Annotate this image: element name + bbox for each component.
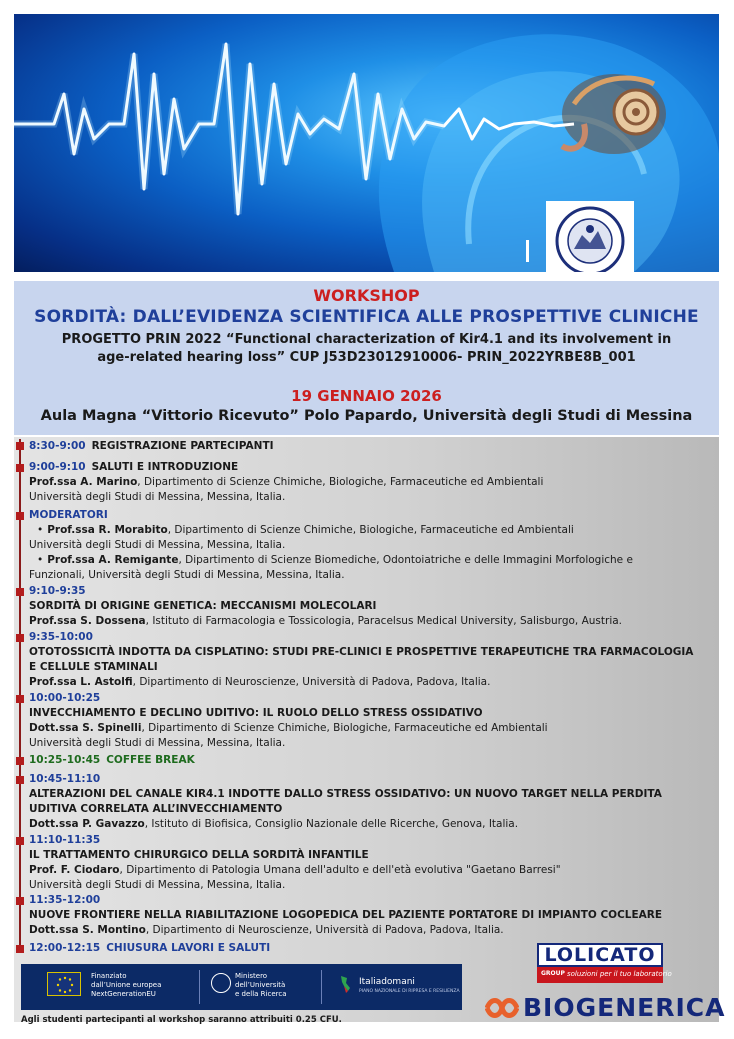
- item-speaker: Prof.ssa L. Astolfi: [29, 676, 133, 688]
- ministry-line: Ministero: [235, 972, 268, 980]
- ministry-line: e della Ricerca: [235, 990, 287, 998]
- item-affiliation: , Dipartimento di Neuroscienze, Università di Padova, Padova, Italia.: [132, 676, 491, 688]
- item-speaker: Dott.ssa S. Spinelli: [29, 722, 142, 734]
- ministry-text: [235, 972, 287, 999]
- timeline-marker: [16, 634, 24, 642]
- timeline-marker: [16, 512, 24, 520]
- item-speaker: Dott.ssa P. Gavazzo: [29, 818, 145, 830]
- italy-map-icon: [335, 974, 355, 994]
- program-item-talk: [29, 833, 709, 893]
- timeline-marker: [16, 776, 24, 784]
- item-affiliation: , Dipartimento di Scienze Chimiche, Biologiche, Farmaceutiche ed Ambientali: [141, 722, 548, 734]
- moderator-affiliation: , Dipartimento di Scienze Chimiche, Biologiche, Farmaceutiche ed Ambientali: [167, 524, 574, 536]
- item-speaker: Dott.ssa S. Montino: [29, 924, 146, 936]
- item-time: 11:10-11:35: [29, 834, 101, 846]
- talk-title: E CELLULE STAMINALI: [29, 661, 158, 673]
- item-time: 10:25-10:45: [29, 754, 101, 766]
- item-time: 9:35-10:00: [29, 631, 93, 643]
- program-item-talk: [29, 893, 709, 938]
- timeline-marker: [16, 945, 24, 953]
- item-time: 8:30-9:00: [29, 440, 86, 452]
- eu-line: Finanziato: [91, 972, 127, 980]
- item-speaker: Prof. F. Ciodaro: [29, 864, 120, 876]
- talk-title: OTOTOSSICITÀ INDOTTA DA CISPLATINO: STUDI PRE-CLINICI E PROSPETTIVE TERAPEUTICHE TRA FARMACOLOGIA: [29, 646, 694, 658]
- program-item-talk: [29, 584, 709, 629]
- item-affiliation: Università degli Studi di Messina, Messina, Italia.: [29, 491, 286, 503]
- moderator-name: Prof.ssa A. Remigante: [47, 554, 179, 566]
- lolicato-logo: [537, 943, 672, 987]
- item-affiliation: Università degli Studi di Messina, Messina, Italia.: [29, 879, 286, 891]
- moderator-affiliation: Università degli Studi di Messina, Messina, Italia.: [29, 539, 286, 551]
- program-item-coffee-break: [29, 753, 709, 768]
- item-time: 10:00-10:25: [29, 692, 101, 704]
- program-item-talk: [29, 630, 709, 690]
- item-affiliation: , Dipartimento di Scienze Chimiche, Biologiche, Farmaceutiche ed Ambientali: [137, 476, 544, 488]
- university-seal-icon: [550, 205, 630, 272]
- event-date: 19 GENNAIO 2026: [291, 387, 442, 405]
- item-label: COFFEE BREAK: [106, 754, 195, 766]
- lolicato-tagline: soluzioni per il tuo laboratorio: [567, 970, 672, 978]
- eu-line: NextGenerationEU: [91, 990, 156, 998]
- project-line: age-related hearing loss” CUP J53D23012910006- PRIN_2022YRBE8B_001: [97, 350, 636, 365]
- biogenerica-name: BIOGENERICA: [523, 993, 726, 1022]
- biogenerica-logo: [485, 993, 726, 1024]
- timeline-marker: [16, 757, 24, 765]
- workshop-label: WORKSHOP: [313, 286, 420, 305]
- timeline-marker: [16, 837, 24, 845]
- eu-stars-icon: [48, 973, 82, 997]
- bullet-icon: •: [37, 524, 44, 536]
- talk-title: INVECCHIAMENTO E DECLINO UDITIVO: IL RUOLO DELLO STRESS OSSIDATIVO: [29, 707, 483, 719]
- item-affiliation: Università degli Studi di Messina, Messina, Italia.: [29, 737, 286, 749]
- moderator-affiliation: , Dipartimento di Scienze Biomediche, Odontoiatriche e delle Immagini Morfologiche e: [178, 554, 633, 566]
- item-affiliation: , Istituto di Biofisica, Consiglio Nazionale delle Ricerche, Genova, Italia.: [144, 818, 519, 830]
- funding-strip: [21, 964, 462, 1010]
- eu-funding-text: [91, 972, 161, 999]
- eu-line: dall’Unione europea: [91, 981, 162, 989]
- timeline-marker: [16, 442, 24, 450]
- item-affiliation: , Dipartimento di Patologia Umana dell'adulto e dell'età evolutiva "Gaetano Barresi": [119, 864, 561, 876]
- program-section: [14, 437, 719, 1022]
- moderator-name: Prof.ssa R. Morabito: [47, 524, 168, 536]
- item-label: REGISTRAZIONE PARTECIPANTI: [91, 440, 274, 452]
- project-line: PROGETTO PRIN 2022 “Functional characterization of Kir4.1 and its involvement in: [61, 332, 672, 347]
- bullet-icon: •: [37, 554, 44, 566]
- timeline-marker: [16, 897, 24, 905]
- item-affiliation: , Istituto di Farmacologia e Tossicologia, Paracelsus Medical University, Salisburgo, Austria.: [145, 615, 623, 627]
- talk-title: IL TRATTAMENTO CHIRURGICO DELLA SORDITÀ INFANTILE: [29, 849, 369, 861]
- lolicato-name: LOLICATO: [537, 943, 663, 967]
- event-venue: Aula Magna “Vittorio Ricevuto” Polo Papardo, Università degli Studi di Messina: [40, 408, 693, 424]
- italiadomani-text: Italiadomani: [359, 977, 415, 987]
- talk-title: SORDITÀ DI ORIGINE GENETICA: MECCANISMI MOLECOLARI: [29, 600, 377, 612]
- item-time: 11:35-12:00: [29, 894, 101, 906]
- workshop-title: SORDITÀ: DALL’EVIDENZA SCIENTIFICA ALLE PROSPETTIVE CLINICHE: [34, 307, 699, 327]
- cfu-note: Agli studenti partecipanti al workshop saranno attribuiti 0.25 CFU.: [21, 1015, 342, 1025]
- project-description: [44, 331, 689, 367]
- item-speaker: Prof.ssa S. Dossena: [29, 615, 146, 627]
- item-label: CHIUSURA LAVORI E SALUTI: [106, 942, 271, 954]
- ministry-emblem-icon: [211, 973, 231, 993]
- program-item-registration: [29, 439, 709, 454]
- divider: [321, 970, 322, 1004]
- talk-title: ALTERAZIONI DEL CANALE KIR4.1 INDOTTE DALLO STRESS OSSIDATIVO: UN NUOVO TARGET NELLA PERDITA: [29, 788, 662, 800]
- program-item-talk: [29, 691, 709, 751]
- timeline-marker: [16, 695, 24, 703]
- university-seal: [546, 201, 634, 272]
- lolicato-group: GROUP: [541, 970, 565, 977]
- item-time: 9:00-9:10: [29, 461, 86, 473]
- italiadomani-subtitle: PIANO NAZIONALE DI RIPRESA E RESILIENZA: [359, 989, 460, 994]
- item-affiliation: , Dipartimento di Neuroscienze, Università di Padova, Padova, Italia.: [145, 924, 504, 936]
- hero-banner: [14, 14, 719, 272]
- title-block: [14, 281, 719, 435]
- item-time: 9:10-9:35: [29, 585, 86, 597]
- divider: [199, 970, 200, 1004]
- moderator-affiliation: Funzionali, Università degli Studi di Messina, Messina, Italia.: [29, 569, 345, 581]
- eu-flag-icon: [47, 972, 81, 996]
- talk-title: UDITIVA CORRELATA ALL’INVECCHIAMENTO: [29, 803, 283, 815]
- program-item-talk: [29, 772, 709, 832]
- moderators-heading: MODERATORI: [29, 509, 108, 521]
- talk-title: NUOVE FRONTIERE NELLA RIABILITAZIONE LOGOPEDICA DEL PAZIENTE PORTATORE DI IMPIANTO COCLEARE: [29, 909, 663, 921]
- timeline-marker: [16, 464, 24, 472]
- timeline-marker: [16, 588, 24, 596]
- item-label: SALUTI E INTRODUZIONE: [91, 461, 239, 473]
- ministry-line: dell’Università: [235, 981, 286, 989]
- program-item-moderators: [29, 508, 709, 583]
- item-time: 10:45-11:10: [29, 773, 101, 785]
- item-time: 12:00-12:15: [29, 942, 101, 954]
- biogenerica-mark-icon: [485, 996, 519, 1020]
- program-item-greetings: [29, 460, 709, 505]
- item-speaker: Prof.ssa A. Marino: [29, 476, 138, 488]
